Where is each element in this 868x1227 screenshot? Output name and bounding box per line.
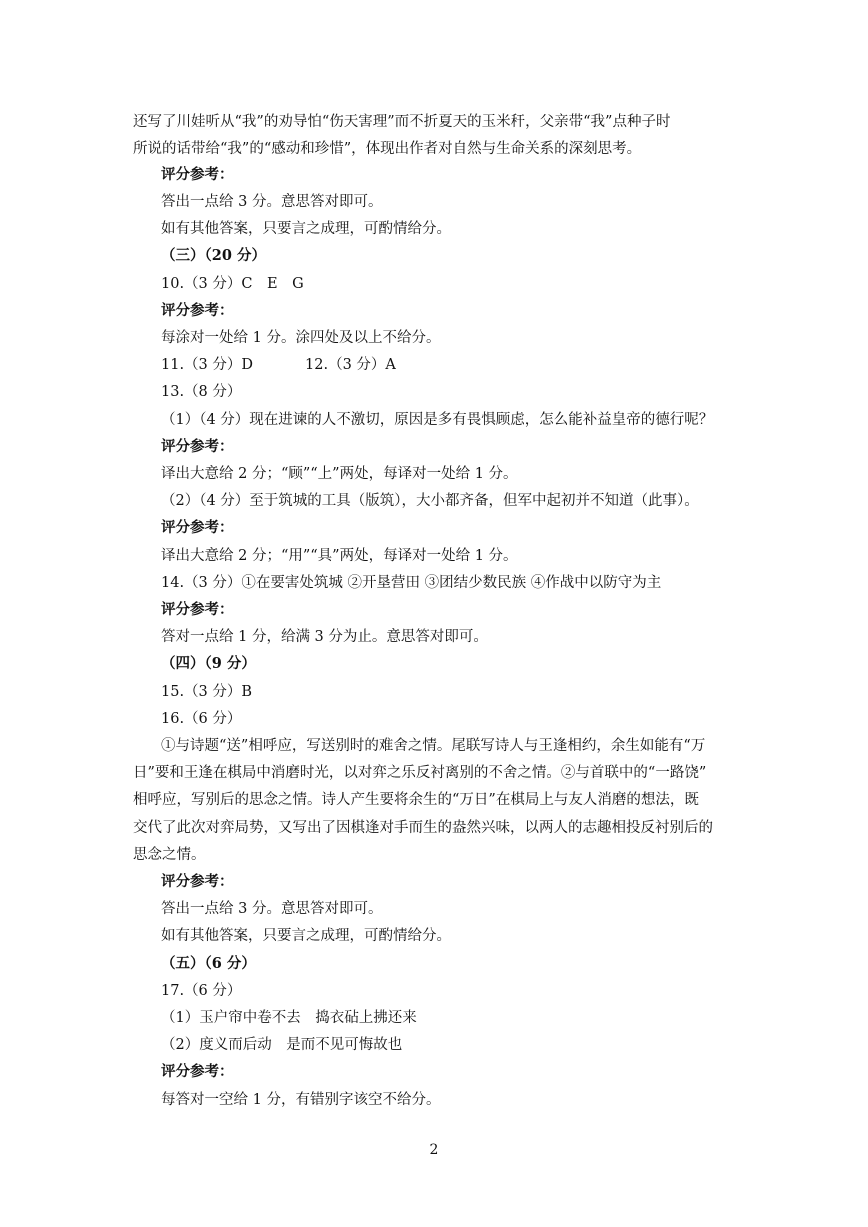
text-line: 答出一点给 3 分。意思答对即可。: [161, 194, 383, 210]
grading-label: 评分参考：: [161, 873, 234, 890]
answer-line: [161, 355, 396, 375]
section-heading: （四）（9 分）: [161, 655, 256, 672]
answer-line: （1）玉户帘中卷不去 捣衣砧上拂还来: [161, 1010, 417, 1026]
text-line: ①与诗题“送”相呼应，写送别时的难舍之情。尾联写诗人与王逢相约，余生如能有“万: [161, 738, 706, 754]
text-line: 译出大意给 2 分；“顾”“上”两处，每译对一处给 1 分。: [161, 466, 518, 482]
text-line: 交代了此次对弈局势，又写出了因棋逢对手而生的盎然兴味，以两人的志趣相投反衬别后的: [133, 820, 713, 836]
text-line: 如有其他答案，只要言之成理，可酌情给分。: [161, 221, 451, 237]
text-line: 如有其他答案，只要言之成理，可酌情给分。: [161, 928, 451, 944]
answer-line: 16.（6 分）: [161, 711, 242, 727]
text-line: 每答对一空给 1 分，有错别字该空不给分。: [161, 1092, 441, 1108]
grading-label: 评分参考：: [161, 166, 234, 183]
text-line: 日”要和王逢在棋局中消磨时光，以对弈之乐反衬离别的不舍之情。②与首联中的“一路饶”: [133, 765, 707, 781]
grading-label: 评分参考：: [161, 519, 234, 536]
text-line: 译出大意给 2 分；“用”“具”两处，每译对一处给 1 分。: [161, 548, 518, 564]
answer-line: 15.（3 分）B: [161, 684, 253, 700]
grading-label: 评分参考：: [161, 438, 234, 455]
grading-label: 评分参考：: [161, 601, 234, 618]
page-number: 2: [429, 1142, 439, 1158]
text-line: 还写了川娃听从“我”的劝导怕“伤天害理”而不折夏天的玉米秆，父亲带“我”点种子时: [133, 114, 671, 130]
text-line: 思念之情。: [133, 847, 206, 863]
text-line: 每涂对一处给 1 分。涂四处及以上不给分。: [161, 330, 441, 346]
answer-line: 13.（8 分）: [161, 384, 242, 400]
text-line: 所说的话带给“我”的“感动和珍惜”，体现出作者对自然与生命关系的深刻思考。: [133, 141, 642, 157]
answer-line: 10.（3 分）C E G: [161, 276, 304, 292]
section-heading: （五）（6 分）: [161, 955, 256, 972]
answer-line: 14.（3 分）①在要害处筑城 ②开垦营田 ③团结少数民族 ④作战中以防守为主: [161, 575, 662, 591]
answer-line: 17.（6 分）: [161, 983, 242, 999]
answer-line: （2）度义而后动 是而不见可悔故也: [161, 1037, 403, 1053]
text-line: 答出一点给 3 分。意思答对即可。: [161, 901, 383, 917]
grading-label: 评分参考：: [161, 1063, 234, 1080]
answer-line: （2）（4 分）至于筑城的工具（版筑），大小都齐备，但军中起初并不知道（此事）。: [161, 493, 699, 509]
text-line: 相呼应，写别后的思念之情。诗人产生要将余生的“万日”在棋局上与友人消磨的想法，既: [133, 792, 699, 808]
grading-label: 评分参考：: [161, 302, 234, 319]
answer-11: 11.（3 分）D: [161, 357, 254, 373]
text-line: 答对一点给 1 分，给满 3 分为止。意思答对即可。: [161, 629, 488, 645]
answer-12: 12.（3 分）A: [305, 357, 396, 373]
section-heading: （三）（20 分）: [161, 247, 266, 264]
answer-line: （1）（4 分）现在进谏的人不激切，原因是多有畏惧顾虑，怎么能补益皇帝的德行呢？: [161, 412, 714, 428]
